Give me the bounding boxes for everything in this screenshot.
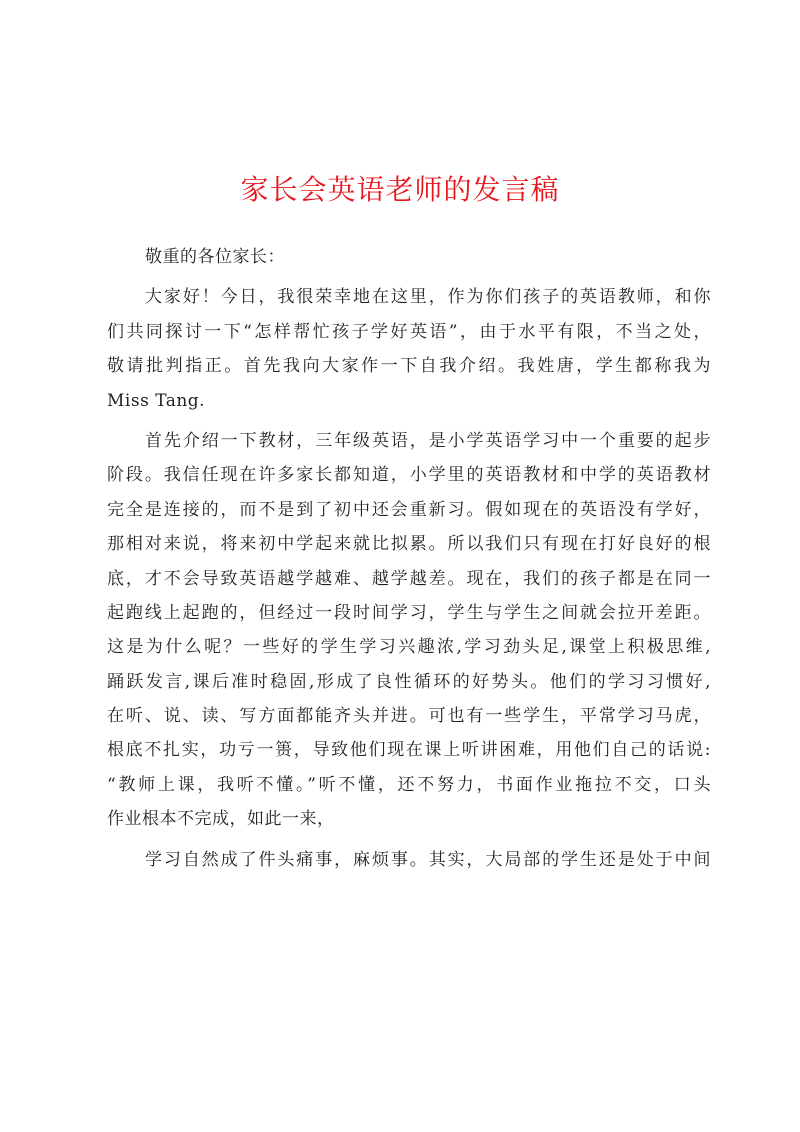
text-line: 完全是连接的，而不是到了初中还会重新习。假如现在的英语没有学好， [107, 499, 711, 520]
text-line: 起跑线上起跑的，但经过一段时间学习，学生与学生之间就会拉开差距。 [107, 602, 711, 623]
paragraph-1 [107, 280, 711, 418]
text-line: 首先介绍一下教材，三年级英语，是小学英语学习中一个重要的起步 [145, 430, 711, 451]
paragraph-2 [107, 424, 711, 837]
text-line: 阶段。我信任现在许多家长都知道，小学里的英语教材和中学的英语教材 [107, 465, 711, 486]
text-line: 这是为什么呢？一些好的学生学习兴趣浓,学习劲头足,课堂上积极思维, [107, 637, 711, 658]
text-line: 那相对来说，将来初中学起来就比拟累。所以我们只有现在打好良好的根 [107, 534, 711, 555]
text-line: 学习自然成了件头痛事，麻烦事。其实，大局部的学生还是处于中间 [145, 849, 711, 870]
text-line: 踊跃发言,课后准时稳固,形成了良性循环的好势头。他们的学习习惯好, [107, 671, 711, 692]
text-line: 们共同探讨一下“怎样帮忙孩子学好英语”，由于水平有限，不当之处， [107, 321, 711, 342]
text-line: 在听、说、读、写方面都能齐头并进。可也有一些学生，平常学习马虎， [107, 706, 711, 727]
document-body [107, 240, 711, 883]
text-line: 大家好！今日，我很荣幸地在这里，作为你们孩子的英语教师，和你 [145, 287, 711, 308]
text-line: Miss Tang. [107, 390, 206, 411]
text-line: “教师上课，我听不懂。”听不懂，还不努力，书面作业拖拉不交，口头 [107, 774, 711, 795]
salutation: 敬重的各位家长： [145, 247, 285, 267]
text-line: 底，才不会导致英语越学越难、越学越差。现在，我们的孩子都是在同一 [107, 568, 711, 589]
text-line: 敬请批判指正。首先我向大家作一下自我介绍。我姓唐，学生都称我为 [107, 356, 711, 377]
text-line: 作业根本不完成，如此一来， [107, 809, 335, 830]
text-line: 根底不扎实，功亏一篑，导致他们现在课上听讲困难，用他们自己的话说: [107, 740, 711, 761]
document-title: 家长会英语老师的发言稿 [240, 173, 560, 206]
paragraph-3 [107, 843, 711, 877]
